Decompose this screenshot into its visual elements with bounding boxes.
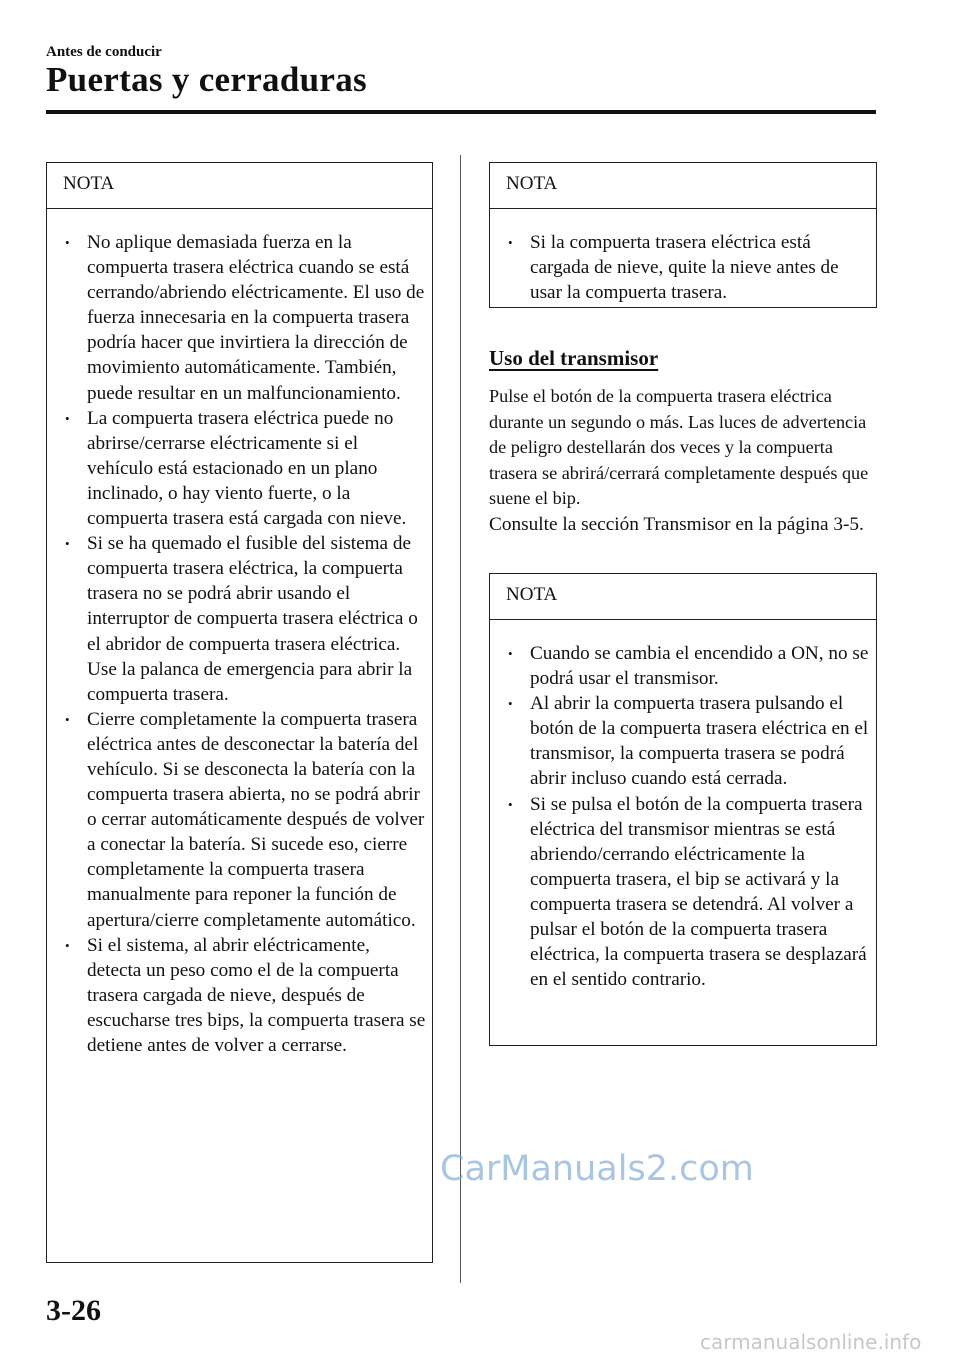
note-list [490, 620, 876, 992]
page-number: 3-26 [46, 1294, 101, 1327]
footer-site: carmanualsonline.info [700, 1330, 922, 1354]
note-box-left [46, 162, 433, 1263]
note-heading: NOTA [47, 163, 432, 209]
note-heading: NOTA [490, 574, 876, 620]
transmitter-heading: Uso del transmisor [489, 346, 659, 370]
page-title: Puertas y cerraduras [46, 60, 367, 99]
section-label: Antes de conducir [46, 44, 162, 60]
note-item: • No aplique demasiada fuerza en la compuerta trasera eléctrica cuando se está cerrando/abriendo eléctricamente. El uso de fuerza innecesaria en la compuerta trasera podría hacer que invirtiera la dirección de movimiento automáticamente. También, puede resultar en un malfuncionamiento. [47, 230, 432, 406]
transmitter-body: Pulse el botón de la compuerta trasera eléctrica durante un segundo o más. Las luces de advertencia de peligro destellarán dos veces y la compuerta trasera se abrirá/cerrará completamente después que suene el bip. [489, 386, 869, 508]
note-box-right-top [489, 162, 877, 308]
note-box-right-bottom [489, 573, 877, 1046]
note-item: • Si se pulsa el botón de la compuerta trasera eléctrica del transmisor mientras se está abriendo/cerrando eléctricamente la compuerta trasera, el bip se activará y la compuerta trasera se detendrá. Al volver a pulsar el botón de la compuerta trasera eléctrica, la compuerta trasera se desplazará en el sentido contrario. [490, 792, 876, 993]
watermark: CarManuals2.com [440, 1149, 754, 1189]
note-list [490, 209, 876, 305]
note-item: • Si el sistema, al abrir eléctricamente, detecta un peso como el de la compuerta trasera cargada de nieve, después de escucharse tres bips, la compuerta trasera se detiene antes de volver a cerrarse. [47, 933, 432, 1058]
note-item: • Al abrir la compuerta trasera pulsando el botón de la compuerta trasera eléctrica en el transmisor, la compuerta trasera se podrá abrir incluso cuando está cerrada. [490, 691, 876, 791]
note-item: • Cierre completamente la compuerta trasera eléctrica antes de desconectar la batería del vehículo. Si se desconecta la batería con la compuerta trasera abierta, no se podrá abrir o cerrar automáticamente después de volver a conectar la batería. Si sucede eso, cierre completamente la compuerta trasera manualmente para reponer la función de apertura/cierre completamente automático. [47, 707, 432, 933]
note-heading: NOTA [490, 163, 876, 209]
column-divider [460, 155, 461, 1283]
note-item: • La compuerta trasera eléctrica puede no abrirse/cerrarse eléctricamente si el vehículo está estacionado en un plano inclinado, o hay viento fuerte, o la compuerta trasera está cargada con nieve. [47, 406, 432, 531]
transmitter-reference: Consulte la sección Transmisor en la página 3-5. [489, 513, 864, 535]
title-rule [46, 110, 876, 114]
note-list [47, 209, 432, 1058]
note-item: • Si la compuerta trasera eléctrica está cargada de nieve, quite la nieve antes de usar la compuerta trasera. [490, 230, 876, 305]
transmitter-paragraph [489, 384, 881, 537]
note-item: • Si se ha quemado el fusible del sistema de compuerta trasera eléctrica, la compuerta trasera no se podrá abrir usando el interruptor de compuerta trasera eléctrica o el abridor de compuerta trasera eléctrica. Use la palanca de emergencia para abrir la compuerta trasera. [47, 531, 432, 707]
note-item: • Cuando se cambia el encendido a ON, no se podrá usar el transmisor. [490, 641, 876, 691]
